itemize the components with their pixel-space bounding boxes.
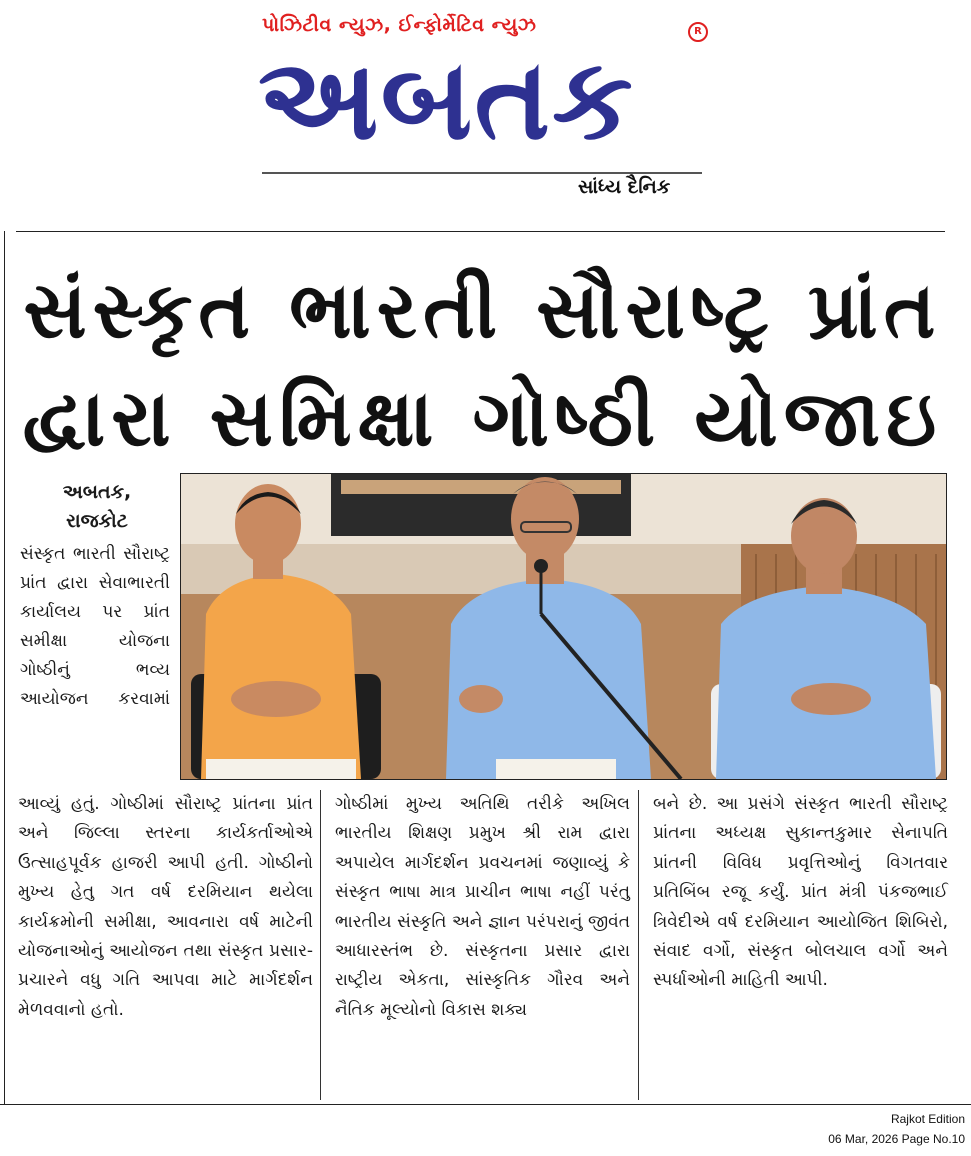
edition-label: Rajkot Edition xyxy=(890,1112,965,1126)
lead-paragraph: સંસ્કૃત ભારતી સૌરાષ્ટ્ર પ્રાંત દ્વારા સેવાભારતી કાર્યાલય પર પ્રાંત સમીક્ષા યોજના ગોષ્ઠીનું ભવ્ય આયોજન કરવામાં xyxy=(20,544,170,709)
newspaper-logo: અબતક xyxy=(258,35,635,165)
dateline xyxy=(22,478,172,536)
column-divider-1 xyxy=(320,790,321,1100)
article-column-3: બને છે. આ પ્રસંગે સંસ્કૃત ભારતી સૌરાષ્ટ્ર પ્રાંતના અધ્યક્ષ સુકાન્તકુમાર સેનાપતિ પ્રાંતની વિવિધ પ્રવૃત્તિઓનું વિગતવાર પ્રતિબિંબ રજૂ કર્યું. પ્રાંત મંત્રી પંકજભાઈ ત્રિવેદીએ વર્ષ દરમિયાન આયોજિત શિબિરો, સંવાદ વર્ગો, સંસ્કૃત બોલચાલ વર્ગો અને સ્પર્ધાઓની માહિતી આપી. xyxy=(653,794,948,991)
article-photo xyxy=(180,473,947,780)
registered-mark-icon: R xyxy=(688,22,708,42)
column-divider-2 xyxy=(638,790,639,1100)
headline-line-1: સંસ્કૃત ભારતી સૌરાષ્ટ્ર પ્રાંત xyxy=(23,266,942,357)
article-left-rule xyxy=(4,231,5,1104)
headline-line-2: દ્વારા સમિક્ષા ગોષ્ઠી યોજાઇ xyxy=(22,374,943,465)
date-page-label: 06 Mar, 2026 Page No.10 xyxy=(828,1132,965,1146)
dateline-source: અબતક, xyxy=(62,481,132,503)
masthead-subtitle: સાંધ્ય દૈનિક xyxy=(578,176,671,198)
masthead-tagline: પોઝિટીવ ન્યુઝ, ઈન્ફોર્મેટિવ ન્યુઝ xyxy=(262,14,537,36)
article-headline xyxy=(20,257,945,473)
article-top-rule xyxy=(16,231,945,232)
article-column-1: આવ્યું હતું. ગોષ્ઠીમાં સૌરાષ્ટ્ર પ્રાંતના પ્રાંત અને જિલ્લા સ્તરના કાર્યકર્તાઓએ ઉત્સાહપૂર્વક હાજરી આપી હતી. ગોષ્ઠીનો મુખ્ય હેતુ ગત વર્ષ દરમિયાન થયેલા કાર્યક્રમોની સમીક્ષા, આવનારા વર્ષ માટેની યોજનાઓનું આયોજન તથા સંસ્કૃત પ્રસાર-પ્રચારને વધુ ગતિ આપવા માટે માર્ગદર્શન મેળવવાનો હતો. xyxy=(18,794,313,1020)
masthead xyxy=(0,0,971,215)
logo-underline xyxy=(262,172,702,174)
seminar-photo-illustration xyxy=(181,474,946,779)
dateline-city: રાજકોટ xyxy=(66,510,128,532)
article-column-2: ગોષ્ઠીમાં મુખ્ય અતિથિ તરીકે અખિલ ભારતીય શિક્ષણ પ્રમુખ શ્રી રામ દ્વારા અપાયેલ માર્ગદર્શન પ્રવચનમાં જણાવ્યું કે સંસ્કૃત ભાષા માત્ર પ્રાચીન ભાષા નહીં પરંતુ ભારતીય સંસ્કૃતિ અને જ્ઞાન પરંપરાનું જીવંત આધારસ્તંભ છે. સંસ્કૃતના પ્રસાર દ્વારા રાષ્ટ્રીય એકતા, સાંસ્કૃતિક ગૌરવ અને નૈતિક મૂલ્યોનો વિકાસ શક્ય xyxy=(335,794,630,1020)
article-bottom-rule xyxy=(0,1104,971,1105)
